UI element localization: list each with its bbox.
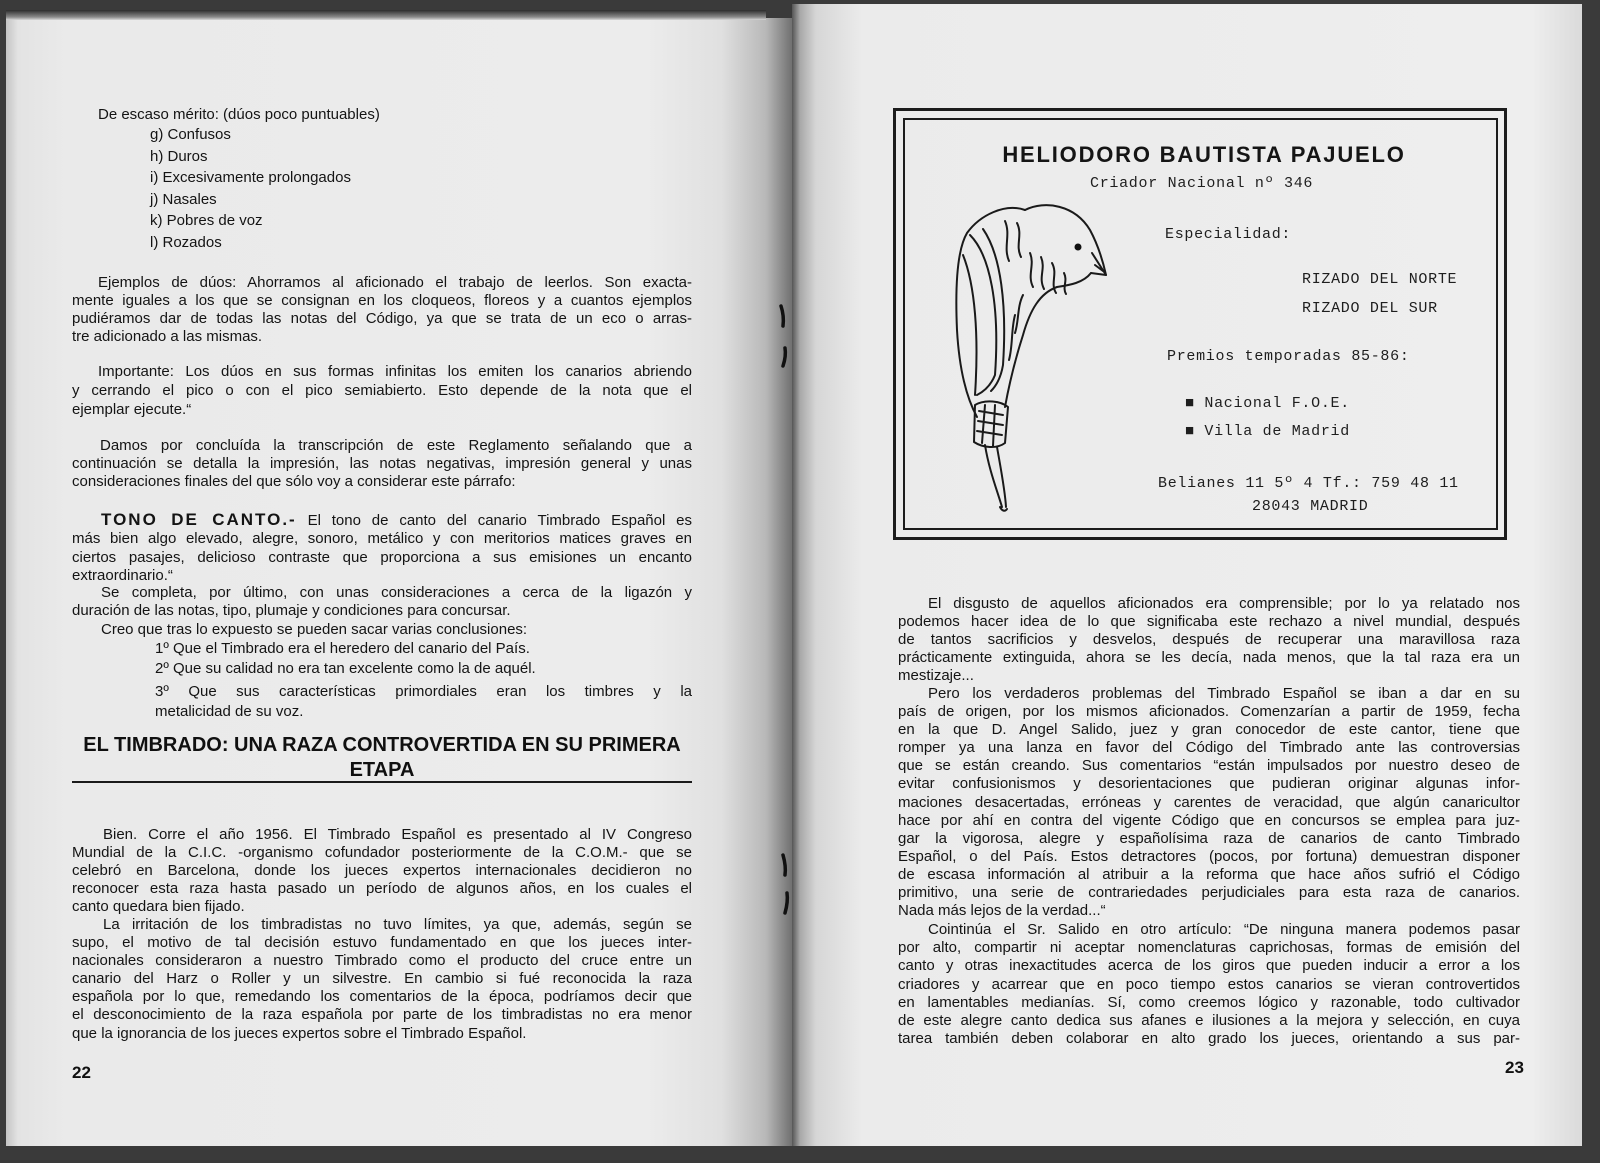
text-line: Se completa, por último, con unas consideraciones a cerca de la ligazón y xyxy=(101,584,692,601)
text-line: Español, o del País. Estos detractores (pocos, por fortuna) demuestran disponer xyxy=(898,847,1520,865)
text-line: 2º Que su calidad no era tan excelente como la de aquél. xyxy=(155,660,536,677)
binding-mark xyxy=(785,893,787,913)
text-line: mente iguales a los que se consignan en los cloqueos, floreos y a cuantos ejemplos xyxy=(72,292,692,309)
bird-back-outline xyxy=(956,208,1025,417)
text-line: nacionales consideraron a nuestro Timbrado como el producto del cruce entre un xyxy=(72,952,692,970)
bird-head-outline xyxy=(1025,205,1106,275)
advert-address: Belianes 11 5º 4 Tf.: 759 48 11 xyxy=(1158,475,1459,492)
text-line: que se están creando. Sus comentarios “están impulsados por nuestro deseo de xyxy=(898,757,1520,775)
text-line: en la que D. Angel Salido, juez y gran conocedor de este cantor, tiene que xyxy=(898,721,1520,739)
text-line: celebró en Barcelona, donde los jueces expertos internacionales decidieron no xyxy=(72,862,692,879)
text-line: Creo que tras lo expuesto se pueden sacar varias conclusiones: xyxy=(101,621,528,638)
text-line: Importante: Los dúos en sus formas infinitas los emiten los canarios abriendo xyxy=(98,363,692,380)
text-line: consideraciones finales del que sólo voy a considerar este párrafo: xyxy=(72,473,516,490)
paragraph-se-completa xyxy=(72,584,692,620)
advert-specialty-label: Especialidad: xyxy=(1165,226,1292,243)
text-line: Pero los verdaderos problemas del Timbrado Español se iban a dar en su xyxy=(928,685,1520,702)
text-line: de escasa información al atribuir a la reforma que hace años sufrió el Código xyxy=(898,865,1520,883)
canary-illustration xyxy=(945,195,1120,515)
advert-award-item: ■ Nacional F.O.E. xyxy=(1185,395,1350,412)
text-line: 3º Que sus características primordiales eran los timbres y la xyxy=(155,683,692,700)
text-line: criadores y acarrear que en poco tiempo estos canarios se vieran controvertidos xyxy=(898,975,1520,993)
paragraph-creo xyxy=(72,621,692,639)
binding-mark xyxy=(783,348,785,366)
text-line: supo, el motivo de tal decisión estuvo fundamentado en que los jueces inter- xyxy=(72,934,692,952)
text-line: hace por ahí en contra del vigente Código que en concursos se emplea para juz- xyxy=(898,811,1520,829)
paragraph-damos xyxy=(72,437,692,491)
text-line: ciertos pasajes, delicioso contraste que proporciona a sus emisiones un encanto xyxy=(72,548,692,566)
text-line: duración de las notas, tipo, plumaje y condiciones para concursar. xyxy=(72,602,511,619)
text-line xyxy=(72,511,692,530)
bird-tail xyxy=(985,445,1007,511)
text-line: canto quedara bien fijado. xyxy=(72,898,245,915)
text-line: continuación se detalla la impresión, las notas negativas, impresión general y unas xyxy=(72,455,692,472)
paragraph-ejemplos xyxy=(72,274,692,346)
merit-list-heading: De escaso mérito: (dúos poco puntuables) xyxy=(98,106,380,123)
text-line: reconocer esta raza hasta pasado un período de algunos años, en los cuales el xyxy=(72,880,692,897)
list-item: g) Confusos xyxy=(150,126,231,143)
paragraph-irritacion xyxy=(72,916,692,1043)
list-item: h) Duros xyxy=(150,147,208,165)
paragraph-problemas xyxy=(898,685,1520,920)
section-heading-line-2: ETAPA xyxy=(349,759,415,781)
text-line: canto y otras inexactitudes acerca de los giros que pueden inducir a error a los xyxy=(898,957,1520,975)
advert-specialty-item: RIZADO DEL NORTE xyxy=(1302,271,1458,288)
text-line: El disgusto de aquellos aficionados era comprensible; por lo ya relatado nos xyxy=(928,595,1520,612)
text-line: de tantos sacrificios y desvelos, después de recuperar una maravillosa raza xyxy=(898,631,1520,648)
text-line: metalicidad de su voz. xyxy=(155,703,304,720)
bird-throat xyxy=(1057,273,1091,287)
text-line: evitar confusionismos y desorientaciones que pudieran originar algunas infor- xyxy=(898,775,1520,793)
binding-mark xyxy=(781,306,783,326)
text-line: española por lo que, remedando los comentarios de la época, podríamos decir que xyxy=(72,988,692,1006)
section-heading-line-1: EL TIMBRADO: UNA RAZA CONTROVERTIDA EN SU PRIMERA xyxy=(83,734,681,756)
text-line: canario del Harz o Roller y un silvestre. En cambio si fué reconocida la raza xyxy=(72,970,692,988)
text-line: romper ya una lanza en favor del Código del Timbrado ante las controversias xyxy=(898,739,1520,757)
perch xyxy=(974,401,1008,447)
paragraph-bien xyxy=(72,826,692,916)
text-line: mestizaje... xyxy=(898,667,974,684)
list-item: j) Nasales xyxy=(150,190,217,208)
advert-specialty-item: RIZADO DEL SUR xyxy=(1302,300,1438,317)
paragraph-continua xyxy=(898,921,1520,1048)
bird-chest-outline xyxy=(1005,287,1057,407)
text-line: podemos hacer idea de lo que significaba este rechazo a nivel mundial, después xyxy=(898,613,1520,630)
list-item: i) Excesivamente prolongados xyxy=(150,169,351,187)
text-line: de este alegre canto dedica sus afanes e ilusiones a la mejora y selección, en cuya xyxy=(898,1012,1520,1030)
paragraph-disgusto xyxy=(898,595,1520,685)
binding-mark xyxy=(783,855,785,875)
text-line: gar la vigorosa, alegre y españolísima raza de canarios de canto Timbrado xyxy=(898,829,1520,847)
text-line: Ejemplos de dúos: Ahorramos al aficionado el trabajo de leerlos. Son exacta- xyxy=(98,274,692,291)
bird-frill-feathers xyxy=(1005,221,1066,294)
page-number-right: 23 xyxy=(1505,1058,1524,1077)
text-line: en lamentables medianías. Sí, como creemos lógico y razonable, todo cultivador xyxy=(898,993,1520,1011)
heading-rule xyxy=(72,781,692,783)
text-line: primitivo, una serie de contrariedades perjudiciales para esta raza de canarios. xyxy=(898,884,1520,902)
advert-awards-label: Premios temporadas 85-86: xyxy=(1167,348,1410,365)
text-line: país de origen, por los mismos aficionados. Comenzarían a partir de 1959, fecha xyxy=(898,703,1520,721)
conclusion-2 xyxy=(155,660,692,678)
text-line: que la ignorancia de los jueces expertos sobre el Timbrado Español. xyxy=(72,1024,527,1042)
text-line: Nada más lejos de la verdad...“ xyxy=(898,902,1106,920)
text-line: La irritación de los timbradistas no tuvo límites, ya que, además, según se xyxy=(103,916,692,933)
list-item: k) Pobres de voz xyxy=(150,212,263,230)
text-line: más bien algo elevado, alegre, sonoro, metálico y con meritorios matices graves en xyxy=(72,530,692,548)
advert-award-item: ■ Villa de Madrid xyxy=(1185,423,1350,440)
binding-marks xyxy=(770,290,800,930)
text-line: prácticamente extinguida, ahora se les decía, nada menos, que la tal raza era un xyxy=(898,649,1520,666)
advert-breeder-number: Criador Nacional nº 346 xyxy=(1090,175,1314,192)
text-line: extraordinario.“ xyxy=(72,566,173,584)
text-line: Cointinúa el Sr. Salido en otro artículo: “De ninguna manera podemos pasar xyxy=(928,921,1520,938)
text-line: el desconocimiento de la raza española por parte de los timbradistas no era menor xyxy=(72,1006,692,1024)
page-number-left: 22 xyxy=(72,1063,91,1082)
advert-city: 28043 MADRID xyxy=(1252,498,1369,515)
bird-wing-lines xyxy=(963,229,1004,395)
text-line: pudiéramos dar de todas las notas del Código, ya que se trata de un eco o arras- xyxy=(72,310,692,327)
conclusion-3 xyxy=(155,682,692,722)
text-line: tre adicionado a las mismas. xyxy=(72,328,263,345)
text-line: tarea también deben colaborar en alto grado los jueces, orientando a sus par- xyxy=(898,1030,1520,1048)
merit-list xyxy=(150,124,351,254)
text-line: Bien. Corre el año 1956. El Timbrado Español es presentado al IV Congreso xyxy=(103,826,692,843)
text-line: y cerrando el pico o con el pico semiabierto. Esto depende de la nota que el xyxy=(72,382,692,399)
text-line: 1º Que el Timbrado era el heredero del canario del País. xyxy=(155,640,530,657)
book-top-edge xyxy=(6,10,766,20)
bird-body-feathers xyxy=(1009,295,1023,360)
list-item: l) Rozados xyxy=(150,233,222,251)
text-line-content: El tono de canto del canario Timbrado Español es xyxy=(307,512,692,529)
bird-eye xyxy=(1075,244,1082,251)
run-in-heading: TONO DE CANTO.- xyxy=(101,510,297,529)
text-line: Mundial de la C.I.C. -organismo cofundador posteriormente de la C.O.M.- que se xyxy=(72,844,692,861)
text-line: Damos por concluída la transcripción de este Reglamento señalando que a xyxy=(100,437,692,454)
text-line: maciones desacertadas, erróneas y carentes de veracidad, que algún canaricultor xyxy=(898,793,1520,811)
text-line: ejemplar ejecute.“ xyxy=(72,401,192,418)
text-line: por alto, compartir ni aceptar nomenclaturas caprichosas, formas de emisión del xyxy=(898,939,1520,957)
conclusion-1 xyxy=(155,640,692,658)
paragraph-importante xyxy=(72,362,692,419)
advert-breeder-name: HELIODORO BAUTISTA PAJUELO xyxy=(1002,142,1406,167)
paragraph-tono-de-canto xyxy=(72,511,692,585)
